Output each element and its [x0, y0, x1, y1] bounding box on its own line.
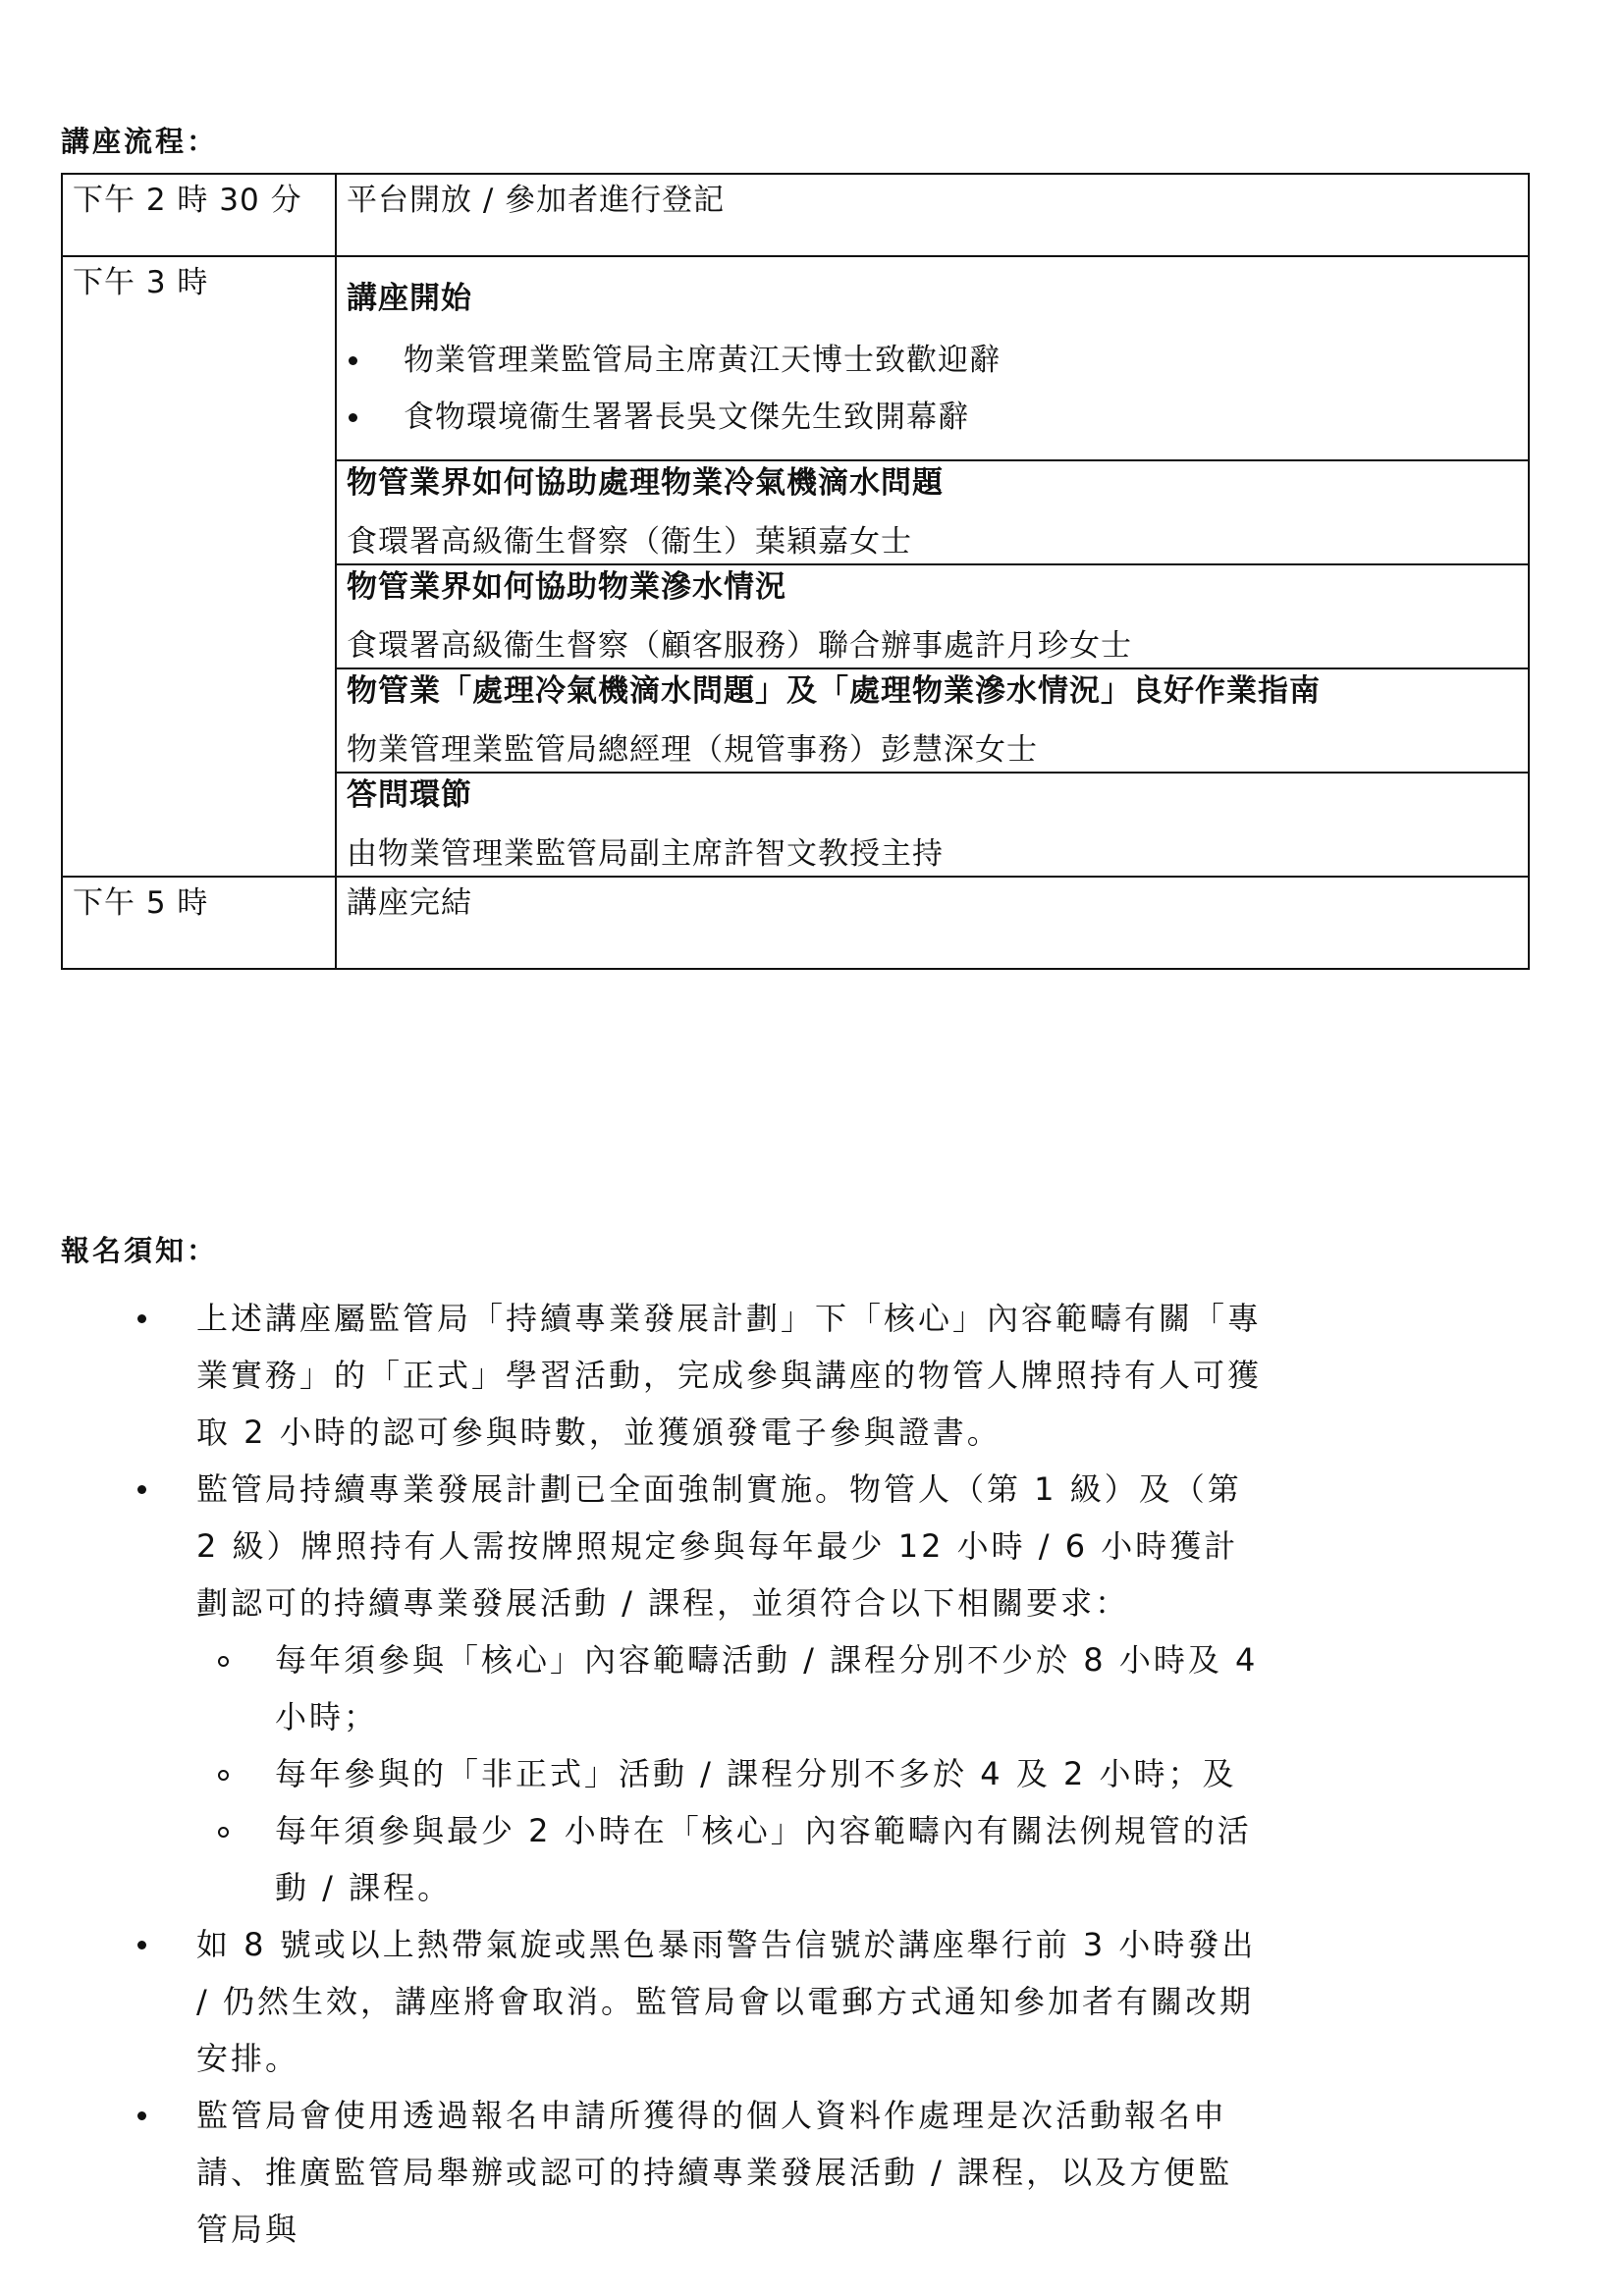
session-title: 答問環節: [347, 777, 472, 813]
schedule-heading: 講座流程：: [61, 125, 219, 158]
schedule-table: [61, 173, 1530, 970]
session-speaker: 食環署高級衞生督察（衞生）葉穎嘉女士: [347, 524, 912, 560]
list-item: 上述講座屬監管局「持續專業發展計劃」下「核心」內容範疇有關「專業實務」的「正式」學習活動，完成參與講座的物管人牌照持有人可獲取 2 小時的認可參與時數，並獲頒發電子參與證書。: [137, 1290, 1267, 1461]
time-cell: 下午 3 時: [62, 256, 336, 877]
activity-cell: 平台開放 / 參加者進行登記: [336, 174, 1529, 256]
session-speaker: 由物業管理業監管局副主席許智文教授主持: [347, 836, 944, 872]
session-title: 物管業界如何協助處理物業冷氣機滴水問題: [347, 465, 944, 501]
list-item: 食物環境衞生署署長吳文傑先生致開幕辭: [347, 389, 1518, 446]
opening-list: [347, 332, 1518, 446]
opening-cell: [336, 256, 1529, 460]
table-row: [62, 877, 1529, 969]
activity-cell: 講座完結: [336, 877, 1529, 969]
sub-list-item: 每年須參與「核心」內容範疇活動 / 課程分別不少於 8 小時及 4 小時；: [137, 1631, 1267, 1745]
session-cell: [336, 460, 1529, 564]
time-cell: 下午 5 時: [62, 877, 336, 969]
time-cell: 下午 2 時 30 分: [62, 174, 336, 256]
sub-list-item: 每年參與的「非正式」活動 / 課程分別不多於 4 及 2 小時；及: [137, 1745, 1267, 1802]
session-cell: [336, 773, 1529, 877]
session-speaker: 食環署高級衞生督察（顧客服務）聯合辦事處許月珍女士: [347, 628, 1132, 664]
list-item: 如 8 號或以上熱帶氣旋或黑色暴雨警告信號於講座舉行前 3 小時發出 / 仍然生效，講座將會取消。監管局會以電郵方式通知參加者有關改期安排。: [137, 1916, 1267, 2087]
session-speaker: 物業管理業監管局總經理（規管事務）彭慧深女士: [347, 732, 1038, 768]
session-cell: [336, 564, 1529, 668]
session-cell: [336, 668, 1529, 773]
table-row: [62, 174, 1529, 256]
list-item: 監管局會使用透過報名申請所獲得的個人資料作處理是次活動報名申請、推廣監管局舉辦或認可的持續專業發展活動 / 課程，以及方便監管局與: [137, 2087, 1267, 2258]
notes-list: [137, 1290, 1267, 2258]
list-item: 監管局持續專業發展計劃已全面強制實施。物管人（第 1 級）及（第 2 級）牌照持有人需按牌照規定參與每年最少 12 小時 / 6 小時獲計劃認可的持續專業發展活動 / 課程，並須符合以下相關要求：: [137, 1461, 1267, 1631]
table-row: [62, 256, 1529, 460]
notes-heading: 報名須知：: [61, 1234, 219, 1267]
session-title: 物管業「處理冷氣機滴水問題」及「處理物業滲水情況」良好作業指南: [347, 673, 1321, 709]
sub-list-item: 每年須參與最少 2 小時在「核心」內容範疇內有關法例規管的活動 / 課程。: [137, 1802, 1267, 1916]
list-item: 物業管理業監管局主席黃江天博士致歡迎辭: [347, 332, 1518, 389]
session-title: 物管業界如何協助物業滲水情況: [347, 569, 786, 605]
opening-title: 講座開始: [347, 281, 472, 316]
